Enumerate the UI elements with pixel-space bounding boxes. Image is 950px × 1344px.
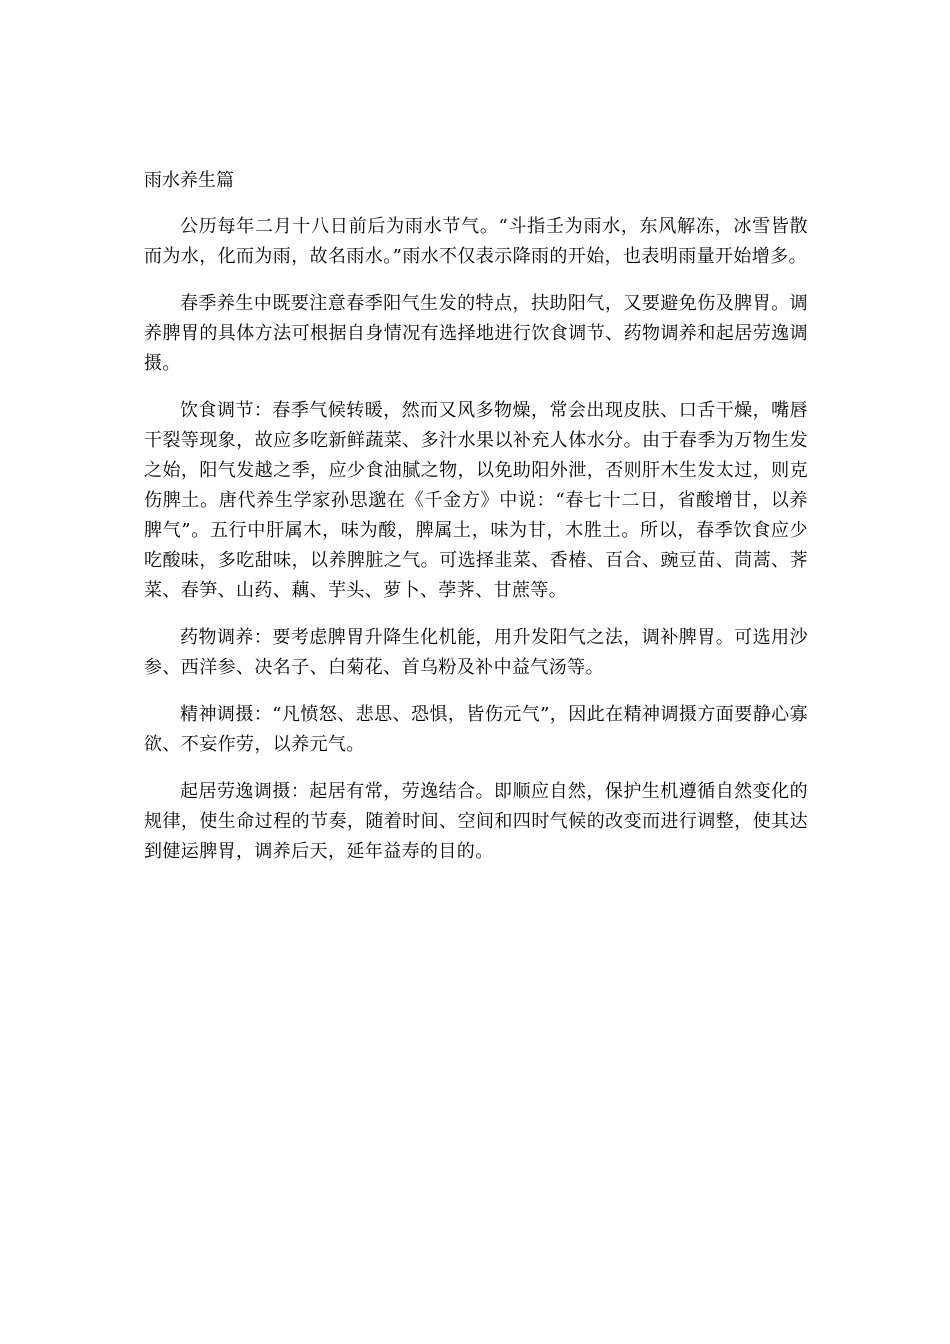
paragraph-lifestyle: 起居劳逸调摄：起居有常，劳逸结合。即顺应自然，保护生机遵循自然变化的规律，使生命过程的节奏，随着时间、空间和四时气候的改变而进行调整，使其达到健运脾胃，调养后天，延年益寿的目的。 — [144, 781, 808, 862]
document-page — [144, 168, 808, 884]
document-title: 雨水养生篇 — [144, 170, 234, 191]
paragraph-medicine: 药物调养：要考虑脾胃升降生化机能，用升发阳气之法，调补脾胃。可选用沙参、西洋参、决名子、白菊花、首乌粉及补中益气汤等。 — [144, 627, 808, 678]
paragraph-diet: 饮食调节：春季气候转暖，然而又风多物燥，常会出现皮肤、口舌干燥，嘴唇干裂等现象，故应多吃新鲜蔬菜、多汁水果以补充人体水分。由于春季为万物生发之始，阳气发越之季，应少食油腻之物，以免助阳外泄，否则肝木生发太过，则克伤脾土。唐代养生学家孙思邈在《千金方》中说：“春七十二日，省酸增甘，以养脾气”。五行中肝属木，味为酸，脾属土，味为甘，木胜土。所以，春季饮食应少吃酸味，多吃甜味，以养脾脏之气。可选择韭菜、香椿、百合、豌豆苗、茼蒿、荠菜、春笋、山药、藕、芋头、萝卜、荸荠、甘蔗等。 — [144, 400, 808, 601]
paragraph-spring-health: 春季养生中既要注意春季阳气生发的特点，扶助阳气，又要避免伤及脾胃。调养脾胃的具体方法可根据自身情况有选择地进行饮食调节、药物调养和起居劳逸调摄。 — [144, 293, 808, 374]
paragraph-spirit: 精神调摄：“凡愤怒、悲思、恐惧，皆伤元气”，因此在精神调摄方面要静心寡欲、不妄作劳，以养元气。 — [144, 704, 808, 755]
paragraph-intro: 公历每年二月十八日前后为雨水节气。“斗指壬为雨水，东风解冻，冰雪皆散而为水，化而为雨，故名雨水。”雨水不仅表示降雨的开始，也表明雨量开始增多。 — [144, 216, 808, 267]
